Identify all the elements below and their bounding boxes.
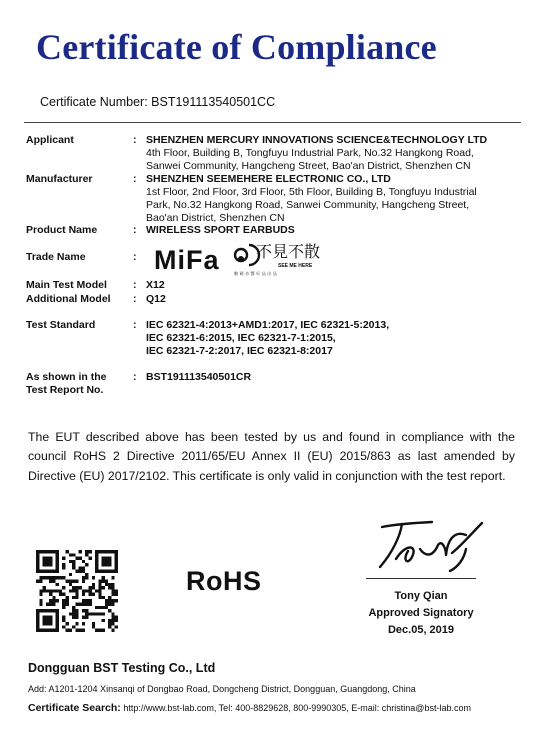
qr-code-icon [36, 550, 118, 632]
certificate-search-label: Certificate Search: [28, 702, 121, 714]
trade-name-label: Trade Name [26, 251, 86, 263]
trade-name-logos [152, 237, 327, 277]
certificate-number-value: BST191113540501CC [151, 95, 276, 109]
colon: : [133, 279, 137, 291]
applicant-value [146, 134, 526, 173]
rohs-mark: RoHS [186, 566, 262, 596]
additional-model-value [146, 293, 526, 306]
colon: : [133, 134, 137, 146]
report-value [146, 371, 526, 384]
report-number: BST191113540501CR [146, 371, 252, 383]
colon: : [133, 293, 137, 305]
signatory-date: Dec.05, 2019 [387, 624, 455, 636]
test-standard-line: IEC 62321-6:2015, IEC 62321-7-1:2015, [146, 332, 336, 344]
manufacturer-address-line: Park, No.32 Hangkong Road, Sanwei Community, Hangcheng Street, [146, 199, 470, 211]
test-standard-line: IEC 62321-4:2013+AMD1:2017, IEC 62321-5:2013, [146, 319, 390, 331]
seemehere-chinese-text: 不見不散 [256, 242, 321, 261]
applicant-label: Applicant [26, 134, 74, 146]
additional-model: Q12 [146, 293, 166, 305]
colon: : [133, 173, 137, 185]
manufacturer-value [146, 173, 526, 225]
signatory-name: Tony Qian [394, 590, 448, 602]
mifa-logo: MiFa [154, 245, 220, 275]
test-standard-value [146, 319, 526, 358]
signature-image [372, 515, 492, 573]
manufacturer-address-line: Bao'an District, Shenzhen CN [146, 212, 285, 224]
certificate-title: Certificate of Compliance [36, 27, 437, 67]
applicant-name: SHENZHEN MERCURY INNOVATIONS SCIENCE&TECHNOLOGY LTD [146, 134, 488, 146]
report-label [26, 371, 107, 397]
report-label-line1: As shown in the [26, 371, 107, 383]
signatory-title: Approved Signatory [368, 607, 474, 619]
manufacturer-address-line: 1st Floor, 2nd Floor, 3rd Floor, 5th Floor, Building B, Tongfuyu Industrial [146, 186, 477, 198]
certificate-search [28, 702, 471, 714]
product-name: WIRELESS SPORT EARBUDS [146, 224, 295, 236]
additional-model-label: Additional Model [26, 293, 111, 305]
divider [24, 122, 521, 123]
colon: : [133, 224, 137, 236]
certificate-number [40, 95, 275, 109]
manufacturer-label: Manufacturer [26, 173, 93, 185]
report-label-line2: Test Report No. [26, 384, 104, 396]
manufacturer-name: SHENZHEN SEEMEHERE ELECTRONIC CO., LTD [146, 173, 391, 185]
colon: : [133, 251, 137, 263]
seemehere-english-text: SEE ME HERE [278, 263, 313, 269]
certificate-search-text: http://www.bst-lab.com, Tel: 400-8829628, 800-9990305, E-mail: christina@bst-lab.com [123, 703, 471, 713]
main-test-model: X12 [146, 279, 165, 291]
signature-line [366, 578, 476, 579]
colon: : [133, 371, 137, 383]
company-name: Dongguan BST Testing Co., Ltd [28, 661, 216, 675]
test-standard-line: IEC 62321-7-2:2017, IEC 62321-8:2017 [146, 345, 333, 357]
colon: : [133, 319, 137, 331]
main-test-model-label: Main Test Model [26, 279, 107, 291]
seemehere-small-text: 數 碼 音 響 好 品 出 品 [234, 271, 277, 276]
product-name-label: Product Name [26, 224, 98, 236]
main-test-model-value [146, 279, 526, 292]
applicant-address-line: 4th Floor, Building B, Tongfuyu Industrial Park, No.32 Hangkong Road, [146, 147, 474, 159]
company-address: Add: A1201-1204 Xinsanqi of Dongbao Road, Dongcheng District, Dongguan, Guangdong, China [28, 684, 416, 694]
compliance-statement: The EUT described above has been tested by us and found in compliance with the council RoHS 2 Directive 2011/65/EU Annex II (EU) 2015/863 as last amended by Directive (EU) 2017/2102. This certificate is only valid in conjunction with the test report. [28, 430, 515, 483]
test-standard-label: Test Standard [26, 319, 96, 331]
certificate-number-label: Certificate Number: [40, 95, 148, 109]
product-name-value [146, 224, 526, 237]
applicant-address-line: Sanwei Community, Hangcheng Street, Bao'an District, Shenzhen CN [146, 160, 471, 172]
